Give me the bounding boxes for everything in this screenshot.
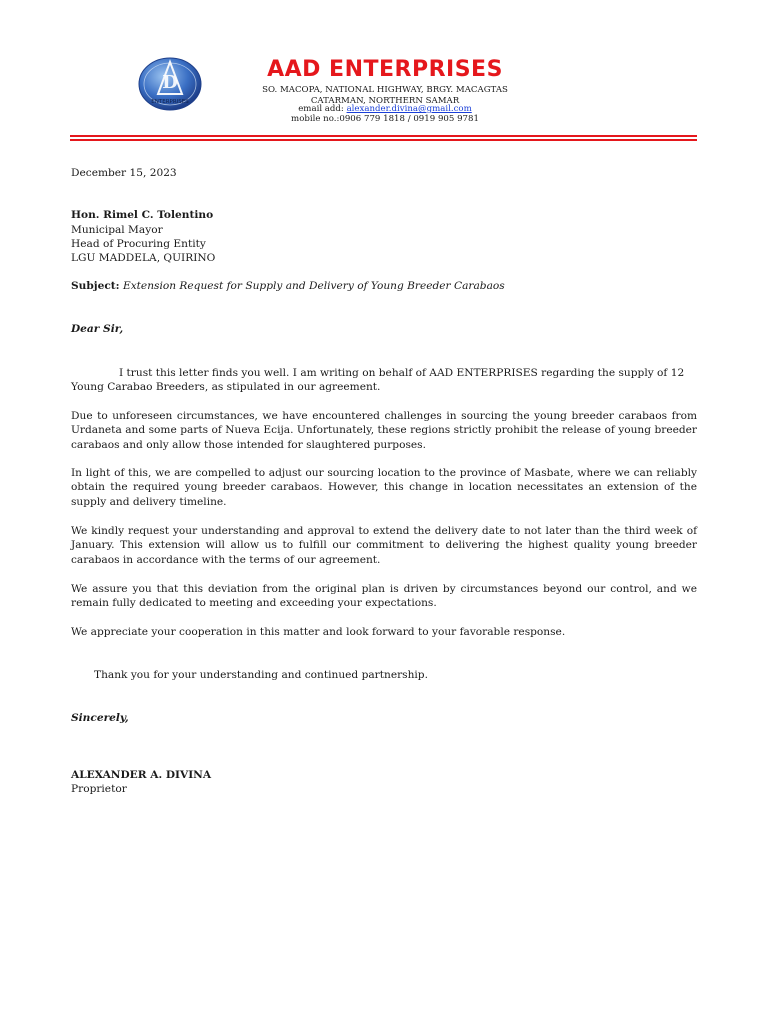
header-rule-bottom	[70, 139, 697, 141]
paragraph-1: I trust this letter finds you well. I am writing on behalf of AAD ENTERPRISES regarding the supply of 12 Young Carabao Breeders, as stipulated in our agreement.	[71, 367, 685, 394]
recipient-name: Hon. Rimel C. Tolentino	[71, 209, 214, 221]
signatory-title: Proprietor	[71, 783, 127, 795]
company-logo	[136, 56, 204, 112]
recipient-title: Municipal Mayor	[71, 224, 163, 236]
paragraph-4: We kindly request your understanding and approval to extend the delivery date to not later than the third week of January. This extension will allow us to fulfill our commitment to delivering the highest quality young breeder carabaos in accordance with the terms of our agreement.	[71, 525, 697, 566]
paragraph-5: We assure you that this deviation from the original plan is driven by circumstances beyond our control, and we remain fully dedicated to meeting and exceeding your expectations.	[71, 583, 697, 610]
address-line-2: CATARMAN, NORTHERN SAMAR	[310, 96, 460, 106]
email-link[interactable]: alexander.divina@gmail.com	[346, 104, 472, 114]
mobile-line: mobile no.:0906 779 1818 / 0919 905 9781	[291, 114, 479, 124]
paragraph-6: We appreciate your cooperation in this matter and look forward to your favorable response.	[71, 626, 566, 638]
svg-text:ENTERPRISES: ENTERPRISES	[151, 99, 189, 105]
subject-label: Subject:	[71, 280, 120, 292]
recipient-org: LGU MADDELA, QUIRINO	[71, 252, 216, 264]
salutation: Dear Sir,	[71, 323, 124, 335]
paragraph-2: Due to unforeseen circumstances, we have encountered challenges in sourcing the young breeder carabaos from Urdaneta and some parts of Nueva Ecija. Unfortunately, these regions strictly prohibit the release of young breeder carabaos and only allow those intended for slaughtered purposes.	[71, 410, 697, 451]
svg-text:D: D	[162, 72, 178, 93]
paragraph-3: In light of this, we are compelled to adjust our sourcing location to the province of Masbate, where we can reliably obtain the required young breeder carabaos. However, this change in location necessitates an extension of the supply and delivery timeline.	[71, 467, 697, 508]
address-line-1: SO. MACOPA, NATIONAL HIGHWAY, BRGY. MACAGTAS	[262, 85, 508, 95]
signatory-name: ALEXANDER A. DIVINA	[71, 769, 212, 781]
closing: Sincerely,	[71, 712, 129, 724]
subject-line	[71, 279, 505, 293]
letter-date: December 15, 2023	[71, 167, 177, 179]
email-label: email add:	[298, 104, 347, 114]
subject-text: Extension Request for Supply and Delivery of Young Breeder Carabaos	[122, 280, 505, 292]
company-name: AAD ENTERPRISES	[267, 57, 503, 82]
thanks-line: Thank you for your understanding and continued partnership.	[94, 669, 428, 681]
recipient-role: Head of Procuring Entity	[71, 238, 206, 250]
header-rule-top	[70, 135, 697, 137]
